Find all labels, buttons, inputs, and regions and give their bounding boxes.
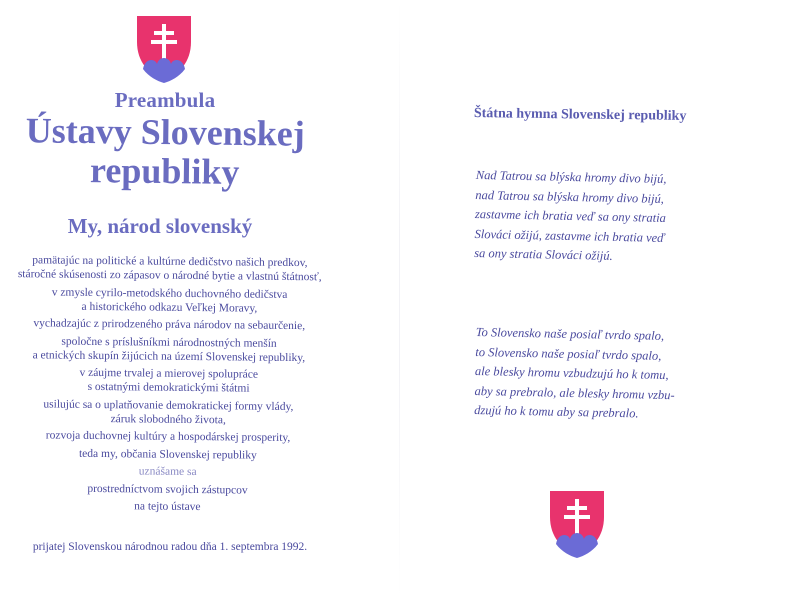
anthem-title: Štátna hymna Slovenskej republiky [473,106,687,124]
verse-line: To Slovensko naše posiaľ tvrdo spalo, [475,324,665,343]
preamble-line: uznášame sa [138,465,197,479]
preamble-block [1,316,337,334]
preamble-line: a historického odkazu Veľkej Moravy, [81,300,258,315]
preamble-block [0,396,336,428]
preamble-line: teda my, občania Slovenskej republiky [78,447,257,462]
preamble-block [0,445,336,463]
right-page [400,0,800,599]
constitution-title-line: republiky [89,150,240,192]
preamble-block [2,253,338,285]
verse-line: Slováci ožijú, zastavme ich bratia veď [474,226,665,245]
preamble-line: rozvoja duchovnej kultúry a hospodárskej prosperity, [45,429,291,445]
preamble-block [0,463,336,481]
constitution-title-line: Ústavy Slovenskej [25,110,305,154]
preamble-line: v zmysle cyrilo-metodského duchovného dedičstva [51,286,288,301]
adoption-date-line: prijatej Slovenskou národnou radou dňa 1. septembra 1992. [32,541,308,553]
verse-line: Nad Tatrou sa blýska hromy divo bijú, [475,167,667,186]
preamble-block [1,284,337,316]
verse-line: zastavme ich bratia veď sa ony stratia [474,206,667,225]
preamble-line: a etnických skupín žijúcich na území Slovenskej republiky, [32,348,306,364]
verse-line: dzujú ho k tomu aby sa prebralo. [474,402,639,421]
preamble-block [1,365,337,397]
preamble-line: s ostatnými demokratickými štátmi [87,380,250,395]
preamble-small-title: Preambula [114,88,216,112]
anthem-verse-1 [474,166,776,270]
preamble-line: spoločne s príslušníkmi národnostných menšín [61,335,277,350]
preamble-line: záruk slobodného života, [110,412,226,426]
preamble-line: prostredníctvom svojich zástupcov [87,482,248,497]
preamble-block [0,428,336,446]
anthem-verse-2 [474,323,776,427]
verse-line: sa ony stratia Slováci ožijú. [474,245,613,263]
preamble-text [0,253,338,519]
coat-of-arms-icon [135,14,193,84]
verse-line: aby sa prebralo, ale blesky hromu vzbu- [474,383,675,402]
coat-of-arms-icon [548,489,606,559]
preamble-line: usilujúc sa o uplatňovanie demokratickej formy vlády, [43,397,294,413]
preamble-block [1,333,337,365]
preamble-line: v záujme trvalej a mierovej spolupráce [79,366,259,381]
preamble-line: na tejto ústave [134,500,201,514]
preamble-line: vychadzajúc z prirodzeného práva národov na sebaurčenie, [33,317,306,333]
constitution-title [0,111,330,193]
verse-line: ale blesky hromu vzbudzujú ho k tomu, [474,363,669,383]
preamble-block [0,480,336,498]
verse-line: to Slovensko naše posiaľ tvrdo spalo, [475,344,662,363]
verse-line: nad Tatrou sa blýska hromy divo bijú, [475,187,665,206]
preamble-line: pamätajúc na politické a kultúrne dedičstvo našich predkov, [32,254,308,270]
nation-heading: My, národ slovenský [67,214,253,238]
preamble-block [0,498,335,516]
preamble-line: stáročné skúsenosti zo zápasov o národné bytie a vlastnú štátnosť, [17,268,322,284]
